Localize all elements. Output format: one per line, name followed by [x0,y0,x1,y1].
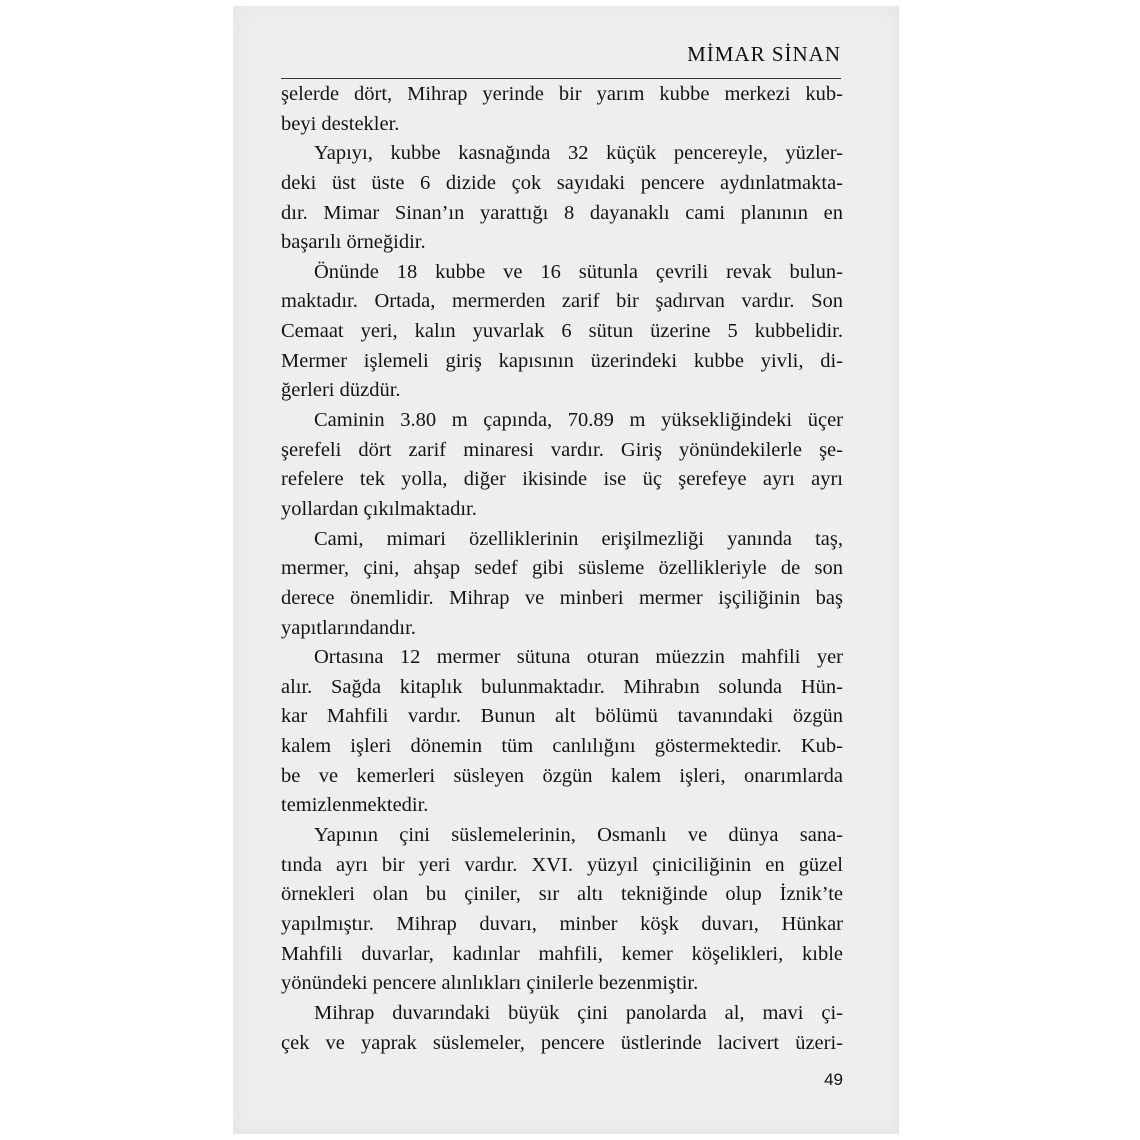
text-line: alır. Sağda kitaplık bulunmaktadır. Mihrabın solunda Hün- [281,675,843,698]
text-line: başarılı örneğidir. [281,231,426,254]
text-line: tında ayrı bir yeri vardır. XVI. yüzyıl çiniciliğinin en güzel [281,853,843,876]
text-line: şelerde dört, Mihrap yerinde bir yarım kubbe merkezi kub- [281,83,843,105]
text-line: Mermer işlemeli giriş kapısının üzerindeki kubbe yivli, di- [281,349,843,372]
text-line: örnekleri olan bu çiniler, sır altı tekniğinde olup İznik’te [281,883,843,906]
header-rule [281,78,841,79]
text-line: kar Mahfili vardır. Bunun alt bölümü tavanındaki özgün [281,705,843,728]
text-line: kalem işleri dönemin tüm canlılığını göstermektedir. Kub- [281,735,843,758]
text-line: Yapıyı, kubbe kasnağında 32 küçük pencereyle, yüzler- [314,142,843,165]
text-line: çek ve yaprak süslemeler, pencere üstlerinde lacivert üzeri- [281,1031,843,1054]
text-line: Ortasına 12 mermer sütuna oturan müezzin mahfili yer [314,646,843,669]
text-line: yapılmıştır. Mihrap duvarı, minber köşk duvarı, Hünkar [281,912,843,935]
running-title: MİMAR SİNAN [687,42,841,66]
text-line: derece önemlidir. Mihrap ve minberi mermer işçiliğinin baş [281,586,843,609]
text-line: Cemaat yeri, kalın yuvarlak 6 sütun üzerine 5 kubbelidir. [281,320,843,343]
text-line: Mahfili duvarlar, kadınlar mahfili, kemer köşelikleri, kıble [281,942,843,965]
text-line: şerefeli dört zarif minaresi vardır. Giriş yönündekilerle şe- [281,438,843,461]
page-number: 49 [824,1070,843,1089]
text-line: Mihrap duvarındaki büyük çini panolarda al, mavi çi- [314,1001,843,1024]
text-line: Cami, mimari özelliklerinin erişilmezliği yanında taş, [314,527,843,550]
text-line: Caminin 3.80 m çapında, 70.89 m yüksekliğindeki üçer [314,409,843,432]
body-text [281,80,843,1058]
text-line: maktadır. Ortada, mermerden zarif bir şadırvan vardır. Son [281,290,843,313]
text-line: ğerleri düzdür. [281,379,401,402]
text-line: dır. Mimar Sinan’ın yarattığı 8 dayanaklı cami planının en [281,201,843,224]
text-line: Yapının çini süslemelerinin, Osmanlı ve dünya sana- [314,824,843,847]
book-page [233,6,899,1134]
text-line: yollardan çıkılmaktadır. [281,497,477,520]
text-line: deki üst üste 6 dizide çok sayıdaki pencere aydınlatmakta- [281,171,843,194]
text-line: be ve kemerleri süsleyen özgün kalem işleri, onarımlarda [281,764,843,787]
text-line: mermer, çini, ahşap sedef gibi süsleme özellikleriyle de son [281,557,843,580]
text-line: beyi destekler. [281,112,400,135]
text-line: refelere tek yolla, diğer ikisinde ise üç şerefeye ayrı ayrı [281,468,843,491]
text-line: temizlenmektedir. [281,794,429,817]
text-line: Önünde 18 kubbe ve 16 sütunla çevrili revak bulun- [314,260,843,283]
text-line: yapıtlarındandır. [281,616,416,639]
text-line: yönündeki pencere alınlıkları çinilerle bezenmiştir. [281,972,699,995]
